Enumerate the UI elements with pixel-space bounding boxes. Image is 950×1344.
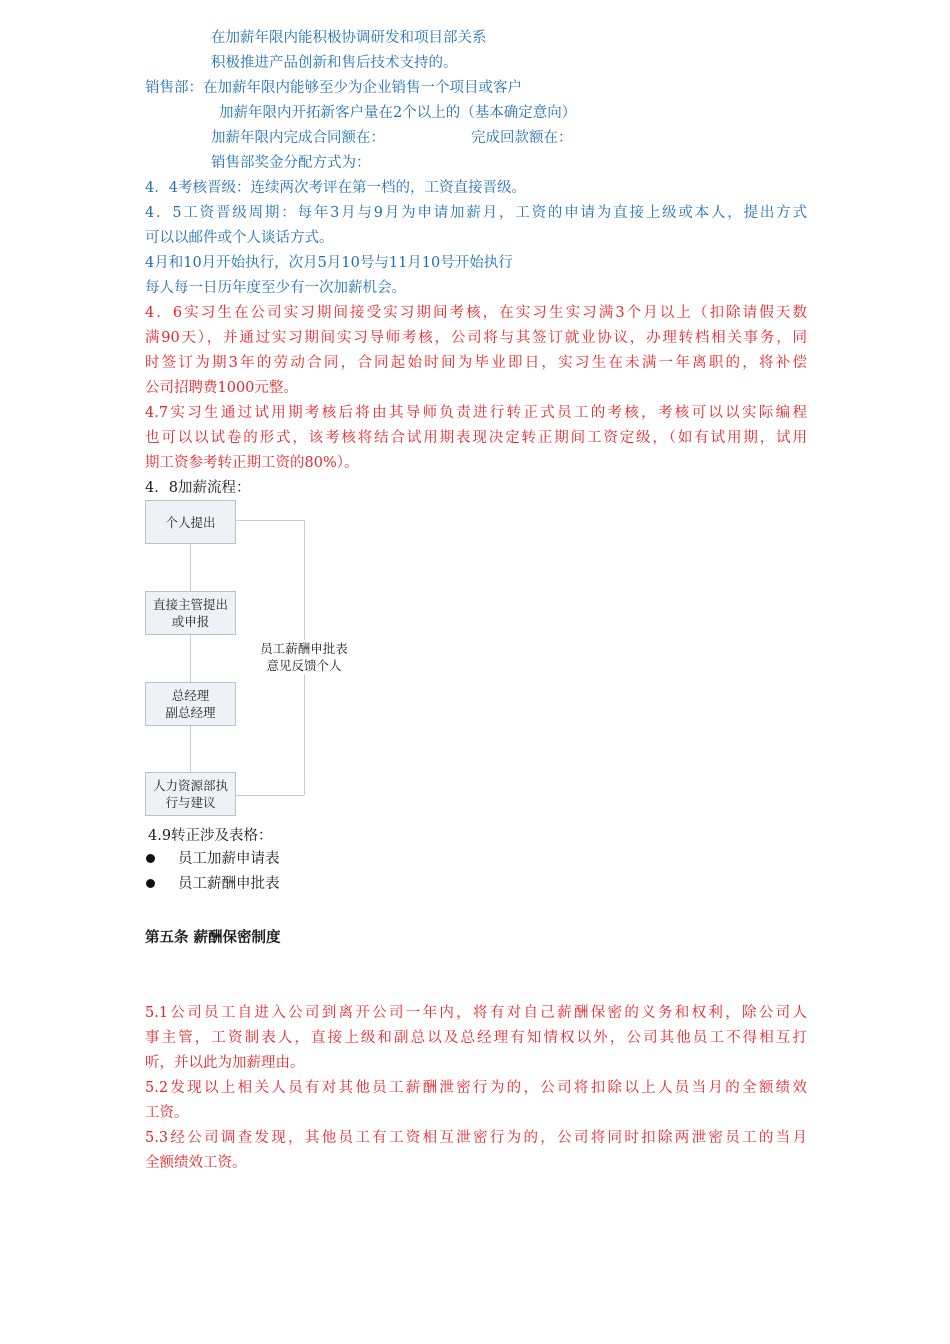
- flow-step-label: 或申报: [171, 614, 210, 629]
- text-line: 4月和10月开始执行，次月5月10号与11月10号开始执行: [145, 255, 513, 271]
- flow-step-individual: [145, 500, 236, 544]
- flow-step-label: 行与建议: [165, 795, 216, 810]
- text-line: 也可以以试卷的形式，该考核将结合试用期表现决定转正期间工资定级，（如有试用期，试用: [145, 430, 807, 446]
- flow-step-general-manager: [145, 682, 236, 726]
- text-line: 每人每一日历年度至少有一次加薪机会。: [145, 280, 406, 296]
- forms-heading: 4.9转正涉及表格：: [148, 828, 273, 844]
- bullet-icon: [146, 854, 155, 863]
- text-line: 满90天），并通过实习期间实习导师考核，公司将与其签订就业协议，办理转档相关事务，同: [145, 330, 807, 346]
- bullet-icon: [146, 879, 155, 888]
- text-line: 积极推进产品创新和售后技术支持的。: [211, 55, 458, 71]
- flow-feedback-text: 意见反馈个人: [266, 658, 342, 673]
- text-line: 5.3经公司调查发现，其他员工有工资相互泄密行为的，公司将同时扣除两泄密员工的当月: [145, 1130, 807, 1146]
- flow-connector: [190, 726, 191, 772]
- text-line: 销售部奖金分配方式为：: [211, 155, 371, 171]
- text-line: 事主管，工资制表人，直接上级和副总以及总经理有知情权以外，公司其他员工不得相互打: [145, 1030, 807, 1046]
- flow-step-label: 副总经理: [165, 705, 216, 720]
- text-line: 5.1公司员工自进入公司到离开公司一年内，将有对自己薪酬保密的义务和权利，除公司人: [145, 1005, 807, 1021]
- text-line: 4．5工资晋级周期：每年3月与9月为申请加薪月，工资的申请为直接上级或本人，提出方式: [145, 205, 807, 221]
- text-line: 期工资参考转正期工资的80%）。: [145, 455, 359, 471]
- flow-step-supervisor: [145, 591, 236, 635]
- text-line: 5.2发现以上相关人员有对其他员工薪酬泄密行为的，公司将扣除以上人员当月的全额绩效: [145, 1080, 807, 1096]
- flow-feedback-text: 员工薪酬申批表: [260, 641, 348, 656]
- flow-step-label: 直接主管提出: [152, 597, 228, 612]
- text-line: 时签订为期3年的劳动合同，合同起始时间为毕业即日，实习生在未满一年离职的，将补偿: [145, 355, 807, 371]
- list-item: 员工薪酬申批表: [178, 876, 280, 892]
- flow-connector: [190, 634, 191, 682]
- feedback-connector: [236, 520, 304, 521]
- feedback-connector: [236, 795, 304, 796]
- text-line: 全额绩效工资。: [145, 1155, 247, 1171]
- flow-step-label: 个人提出: [165, 514, 216, 530]
- flow-step-label: 人力资源部执: [152, 778, 228, 793]
- text-line: 可以以邮件或个人谈话方式。: [145, 230, 334, 246]
- flow-connector: [190, 544, 191, 592]
- text-line: 4．6实习生在公司实习期间接受实习期间考核，在实习生实习满3个月以上（扣除请假天数: [145, 305, 807, 321]
- flow-step-hr: [145, 772, 236, 816]
- text-line: 公司招聘费1000元整。: [145, 380, 298, 396]
- list-item: 员工加薪申请表: [178, 851, 280, 867]
- flow-feedback-label: [252, 640, 356, 674]
- section-title: 第五条 薪酬保密制度: [145, 930, 281, 946]
- text-line: 在加薪年限内能积极协调研发和项目部关系: [211, 30, 487, 46]
- text-line: 听，并以此为加薪理由。: [145, 1055, 305, 1071]
- text-line: 加薪年限内开拓新客户量在2个以上的（基本确定意向）: [219, 105, 577, 121]
- flow-step-label: 总经理: [171, 688, 210, 703]
- flow-heading: 4．8加薪流程：: [145, 480, 251, 496]
- text-line: 加薪年限内完成合同额在：: [211, 130, 385, 146]
- text-line: 销售部：在加薪年限内能够至少为企业销售一个项目或客户: [145, 80, 522, 96]
- text-line: 完成回款额在：: [471, 130, 573, 146]
- text-line: 工资。: [145, 1105, 189, 1121]
- text-line: 4．4考核晋级：连续两次考评在第一档的，工资直接晋级。: [145, 180, 526, 196]
- text-line: 4.7实习生通过试用期考核后将由其导师负责进行转正式员工的考核，考核可以以实际编程: [145, 405, 807, 421]
